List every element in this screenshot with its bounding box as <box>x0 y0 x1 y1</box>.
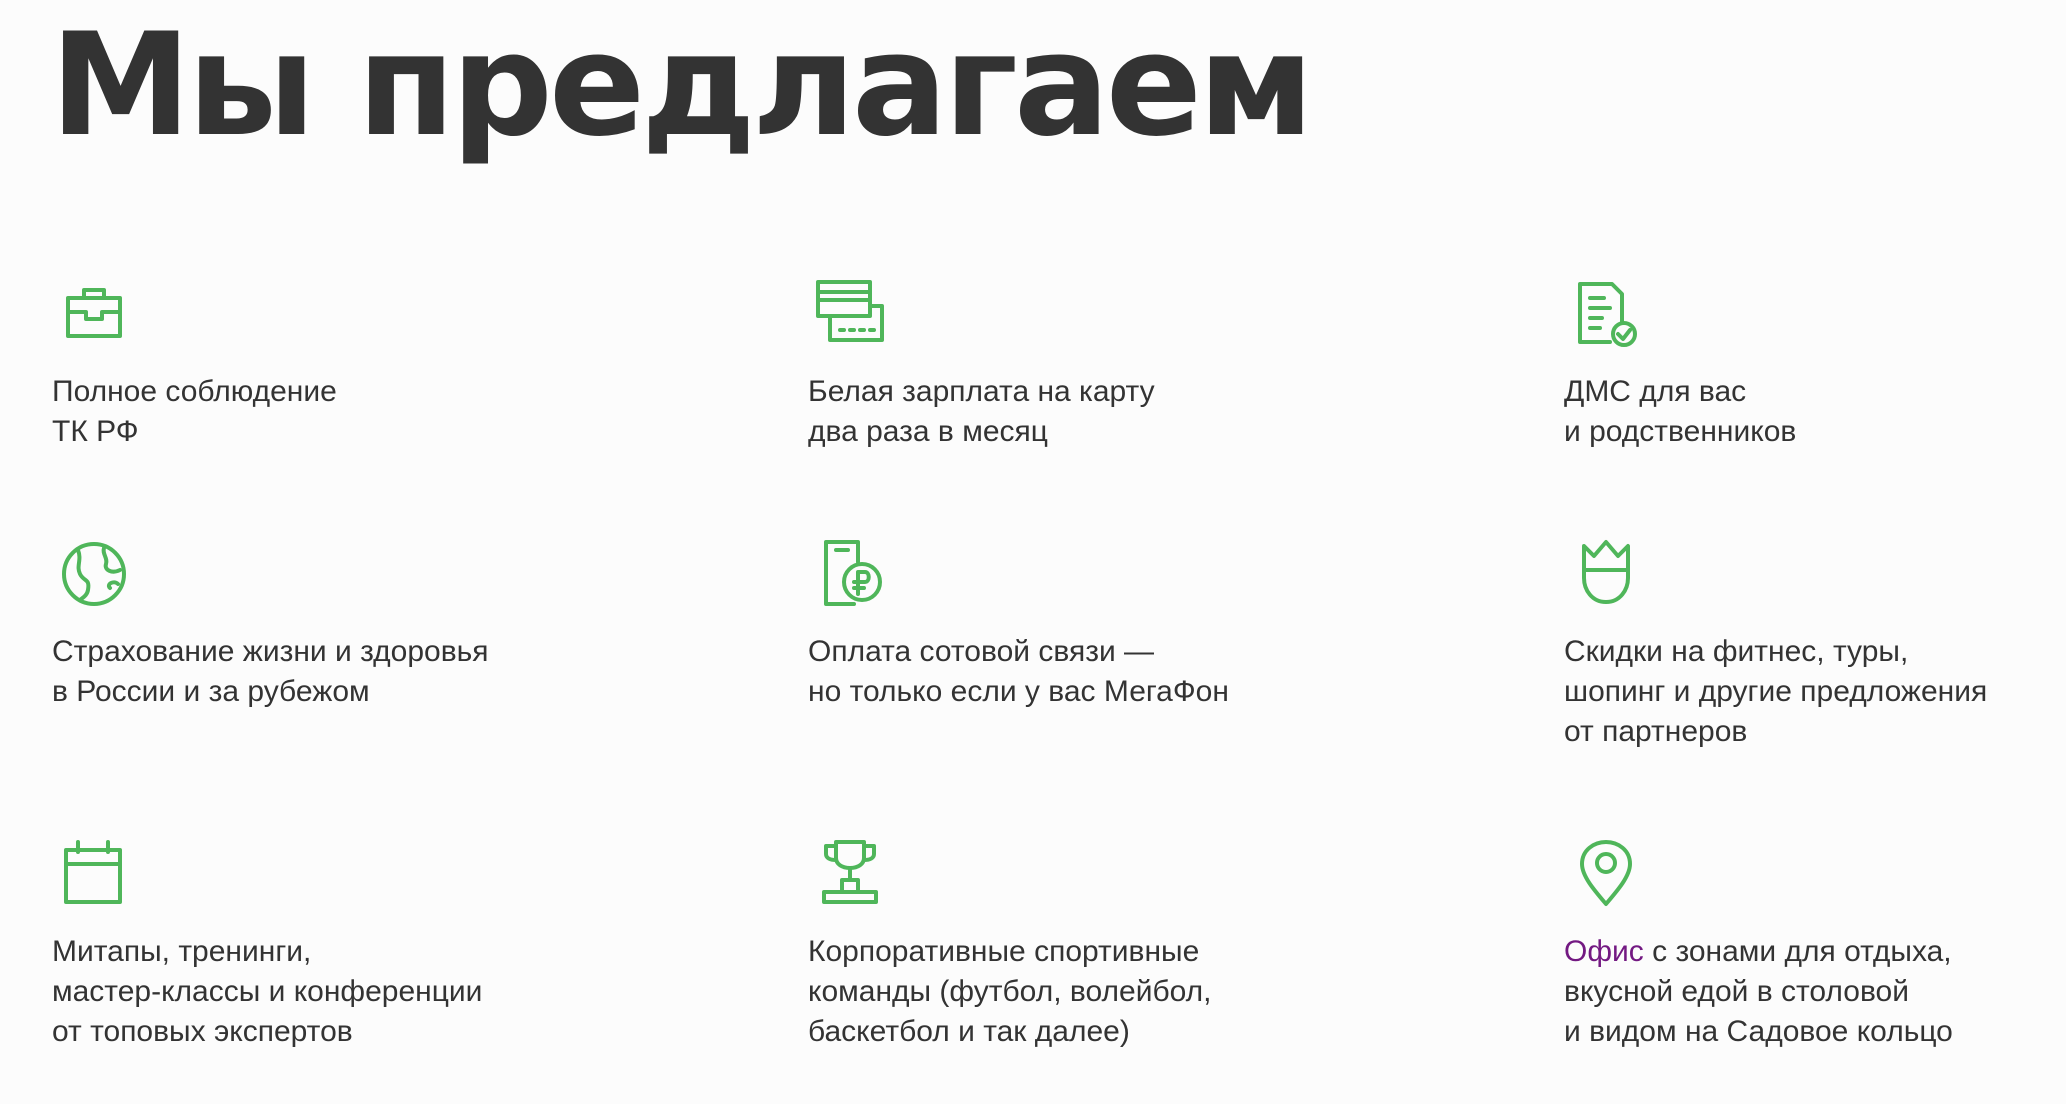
benefit-line: Митапы, тренинги, <box>52 935 312 968</box>
benefit-line: Страхование жизни и здоровья <box>52 635 489 668</box>
benefit-line: Корпоративные спортивные <box>808 935 1200 968</box>
benefit-text <box>52 632 489 712</box>
trophy-icon <box>814 838 886 910</box>
office-link[interactable]: Офис <box>1564 935 1644 968</box>
benefit-text <box>52 932 482 1052</box>
benefit-line: от партнеров <box>1564 715 1748 748</box>
benefit-line: команды (футбол, волейбол, <box>808 975 1212 1008</box>
benefit-text <box>808 372 1155 452</box>
benefit-line: ТК РФ <box>52 415 139 448</box>
benefit-line: баскетбол и так далее) <box>808 1015 1130 1048</box>
benefit-line: Белая зарплата на карту <box>808 375 1155 408</box>
benefit-line: мастер-классы и конференции <box>52 975 483 1008</box>
benefit-line <box>1564 932 1953 972</box>
benefit-line: вкусной едой в столовой <box>1564 975 1909 1008</box>
cards-icon <box>814 278 886 350</box>
benefit-line: в России и за рубежом <box>52 675 370 708</box>
briefcase-icon <box>58 278 130 350</box>
crown-shield-icon <box>1570 538 1642 610</box>
page-title: Мы предлагаем <box>50 3 1311 168</box>
calendar-icon <box>58 838 130 910</box>
document-check-icon <box>1570 278 1642 350</box>
benefit-text <box>808 632 1229 712</box>
benefit-line: и родственников <box>1564 415 1797 448</box>
location-pin-icon <box>1570 838 1642 910</box>
benefit-line: Скидки на фитнес, туры, <box>1564 635 1909 668</box>
benefit-line: и видом на Садовое кольцо <box>1564 1015 1953 1048</box>
benefit-line: от топовых экспертов <box>52 1015 353 1048</box>
benefit-text <box>1564 372 1796 452</box>
benefit-line: Полное соблюдение <box>52 375 337 408</box>
benefit-text <box>1564 632 1987 752</box>
benefit-line: шопинг и другие предложения <box>1564 675 1988 708</box>
benefit-line-rest: с зонами для отдыха, <box>1643 935 1952 968</box>
benefit-line: два раза в месяц <box>808 415 1048 448</box>
benefit-line: ДМС для вас <box>1564 375 1747 408</box>
globe-icon <box>58 538 130 610</box>
benefit-text <box>52 372 337 452</box>
benefit-line: Оплата сотовой связи — <box>808 635 1155 668</box>
phone-ruble-icon <box>814 538 886 610</box>
benefit-line: но только если у вас МегаФон <box>808 675 1229 708</box>
benefit-text <box>1564 932 1953 1052</box>
benefit-text <box>808 932 1212 1052</box>
